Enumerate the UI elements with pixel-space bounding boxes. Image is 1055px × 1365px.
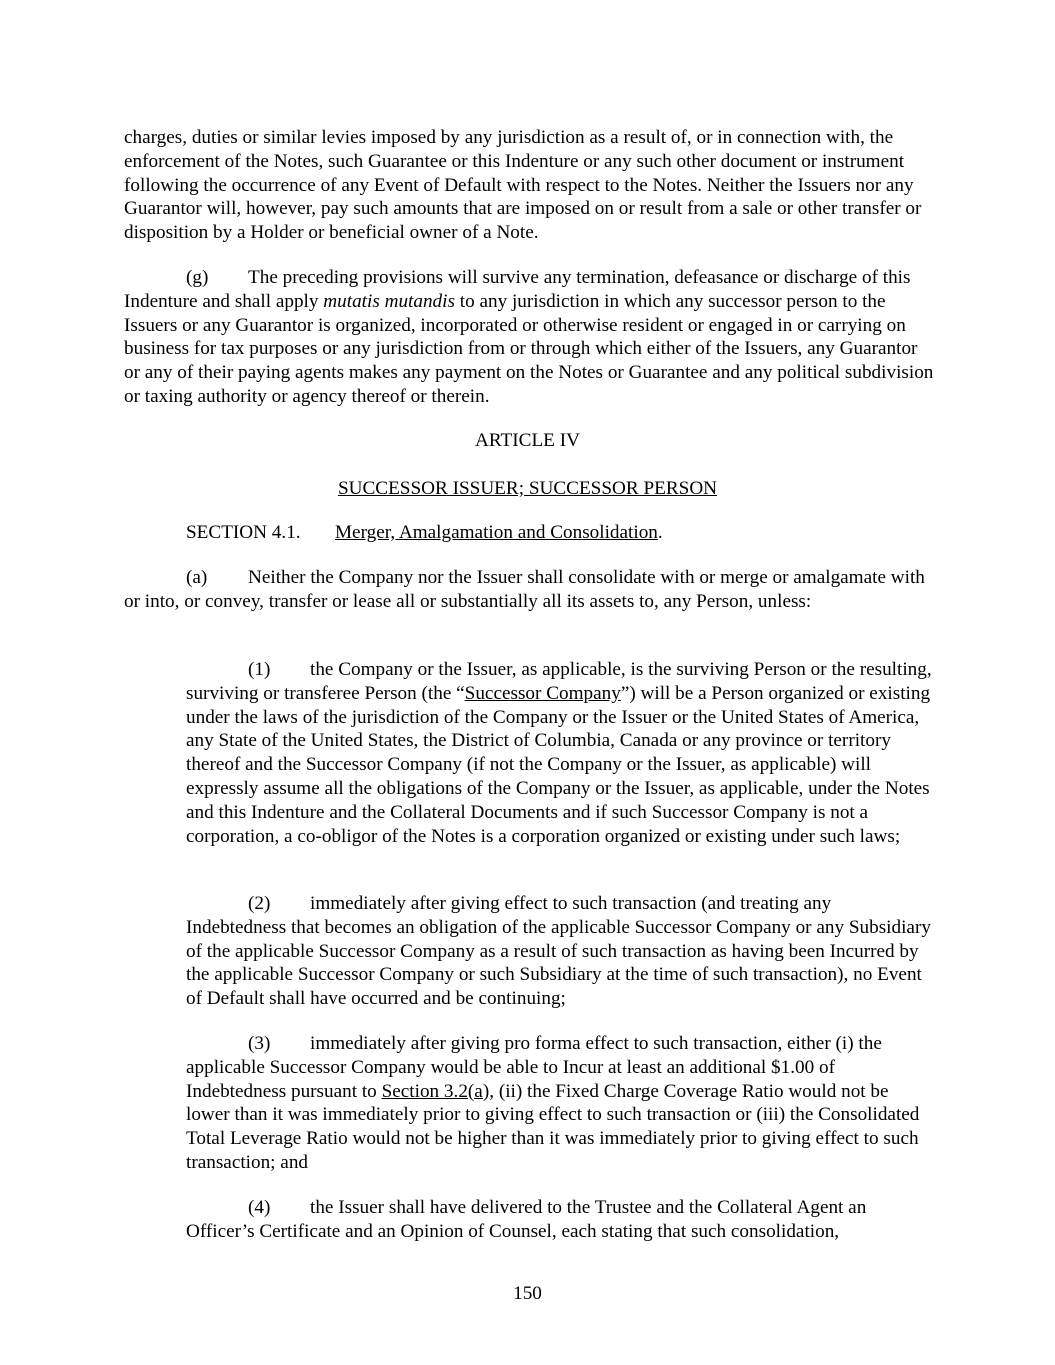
section-title: Merger, Amalgamation and Consolidation	[335, 522, 658, 543]
defined-term: Successor Company	[464, 682, 621, 704]
section-heading: SECTION 4.1. Merger, Amalgamation and Consolidation.	[186, 522, 663, 543]
list-item-4: (4) the Issuer shall have delivered to the Trustee and the Collateral Agent an Officer’s Certificate and an Opinion of Counsel, each stating that such consolidation,	[186, 1197, 867, 1242]
paragraph-g: (g) The preceding provisions will survive any termination, defeasance or discharge of this Indenture and shall apply mutatis mutandis to any jurisdiction in which any successor person to the Issuers or any Guarantor is organized, incorporated or otherwise resident or engaged in or carrying on business for tax purposes or any jurisdiction from or through which either of the Issuers, any Guarantor or any of their paying agents makes any payment on the Notes or Guarantee and any political subdivision or taxing authority or agency thereof or therein.	[124, 267, 934, 407]
item-label-3: (3)	[248, 1033, 271, 1054]
list-item-2: (2) immediately after giving effect to such transaction (and treating any Indebtedness that becomes an obligation of the applicable Successor Company or any Subsidiary of the applicable Successor Company as a result of such transaction as having been Incurred by the applicable Successor Company or such Subsidiary at the time of such transaction), no Event of Default shall have occurred and be continuing;	[186, 893, 931, 1010]
article-number: ARTICLE IV	[475, 430, 580, 451]
italic-term: mutatis mutandis	[323, 290, 455, 312]
section-reference: Section 3.2(a)	[381, 1080, 490, 1102]
item-label-2: (2)	[248, 893, 271, 914]
list-item-3: (3) immediately after giving pro forma effect to such transaction, either (i) the applicable Successor Company would be able to Incur at least an additional $1.00 of Indebtedness pursuant to Section 3.2(a), (ii) the Fixed Charge Coverage Ratio would not be lower than it was immediately prior to giving effect to such transaction or (iii) the Consolidated Total Leverage Ratio would not be higher than it was immediately prior to giving effect to such transaction; and	[186, 1033, 920, 1173]
list-item-1: (1) the Company or the Issuer, as applicable, is the surviving Person or the resulting, surviving or transferee Person (the “Successor Company”) will be a Person organized or existing under the laws of the jurisdiction of the Company or the Issuer or the United States of America, any State of the United States, the District of Columbia, Canada or any province or territory thereof and the Successor Company (if not the Company or the Issuer, as applicable) will expressly assume all the obligations of the Company or the Issuer, as applicable, under the Notes and this Indenture and the Collateral Documents and if such Successor Company is not a corporation, a co-obligor of the Notes is a corporation organized or existing under such laws;	[186, 659, 932, 847]
item-label-1: (1)	[248, 659, 271, 680]
item-label-4: (4)	[248, 1197, 271, 1218]
clause-a: (a) Neither the Company nor the Issuer shall consolidate with or merge or amalgamate with or into, or convey, transfer or lease all or substantially all its assets to, any Person, unless:	[124, 567, 925, 612]
page-number: 150	[513, 1283, 542, 1304]
article-title: SUCCESSOR ISSUER; SUCCESSOR PERSON	[337, 478, 718, 499]
section-number: SECTION 4.1.	[186, 522, 301, 543]
paragraph-intro: charges, duties or similar levies imposed by any jurisdiction as a result of, or in connection with, the enforcement of the Notes, such Guarantee or this Indenture or any such other document or instrument following the occurrence of any Event of Default with respect to the Notes. Neither the Issuers nor any Guarantor will, however, pay such amounts that are imposed on or result from a sale or other transfer or disposition by a Holder or beneficial owner of a Note.	[124, 127, 922, 244]
clause-label-a: (a)	[186, 567, 208, 588]
clause-label-g: (g)	[186, 267, 209, 288]
